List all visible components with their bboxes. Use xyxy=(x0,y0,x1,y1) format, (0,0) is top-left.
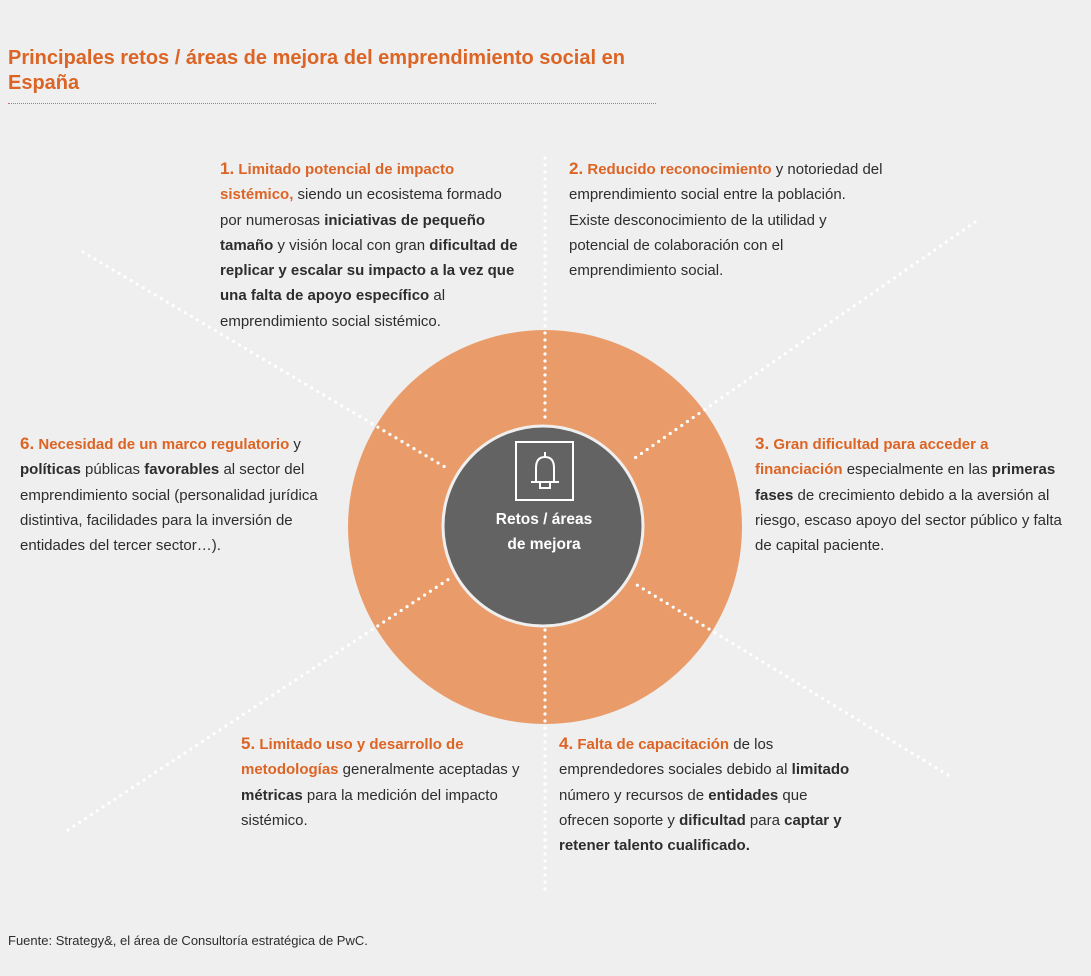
challenge-emphasis: primeras fases xyxy=(755,461,1056,504)
challenge-2 xyxy=(569,156,889,283)
challenge-number: 2. xyxy=(569,159,584,178)
page-title: Principales retos / áreas de mejora del emprendimiento social en España xyxy=(8,47,625,94)
challenge-text: generalmente aceptadas y xyxy=(338,761,520,779)
challenge-4 xyxy=(559,731,859,858)
challenge-text: que ofrecen soporte y xyxy=(559,786,808,829)
challenge-1 xyxy=(220,156,520,334)
challenge-text: de crecimiento debido a la aversión al riesgo, escaso apoyo del sector público y falta de capital paciente. xyxy=(755,486,1062,555)
challenge-text: al sector del emprendimiento social (personalidad jurídica distintiva, facilidades para la inversión de entidades del tercer sector…). xyxy=(20,461,318,555)
challenge-text: número y recursos de xyxy=(559,786,709,804)
challenge-emphasis: limitado xyxy=(791,761,850,779)
challenge-text: públicas xyxy=(80,461,145,479)
challenge-text: de los emprendedores sociales debido al xyxy=(559,736,792,779)
challenge-text: y visión local con gran xyxy=(273,236,430,254)
challenge-5 xyxy=(241,731,541,833)
challenge-text: y notoriedad del emprendimiento social entre la población. Existe desconocimiento de la utilidad y potencial de colaboración con el emprendimiento social. xyxy=(569,161,883,280)
challenge-heading: Necesidad de un marco regulatorio xyxy=(38,436,290,453)
challenge-heading: Gran dificultad para acceder a financiación xyxy=(755,436,989,479)
challenge-emphasis: favorables xyxy=(144,461,220,479)
challenge-text: al emprendimiento social sistémico. xyxy=(220,287,446,330)
challenge-3 xyxy=(755,431,1075,558)
center-label-line1: Retos / áreas xyxy=(495,511,593,528)
challenge-emphasis: dificultad xyxy=(679,811,746,829)
challenge-heading: Falta de capacitación xyxy=(577,736,730,753)
challenge-emphasis: métricas xyxy=(241,786,303,804)
challenge-6 xyxy=(20,431,350,558)
challenge-heading: Limitado potencial de impacto sistémico, xyxy=(220,161,455,204)
challenge-text: siendo un ecosistema formado por numerosas xyxy=(220,186,502,229)
challenge-number: 6. xyxy=(20,434,35,453)
challenge-emphasis: iniciativas de pequeño tamaño xyxy=(220,211,486,254)
challenge-emphasis: políticas xyxy=(20,461,81,479)
challenge-number: 3. xyxy=(755,434,770,453)
challenge-emphasis: dificultad de replicar y escalar su impacto a la vez que una falta de apoyo específico xyxy=(220,236,518,305)
source-footnote: Fuente: Strategy&, el área de Consultoría estratégica de PwC. xyxy=(8,933,368,948)
challenge-emphasis: entidades xyxy=(708,786,779,804)
challenge-heading: Reducido reconocimiento xyxy=(587,161,772,178)
challenge-number: 5. xyxy=(241,734,256,753)
challenge-text: y xyxy=(289,436,301,453)
challenge-number: 1. xyxy=(220,159,235,178)
challenge-text: para xyxy=(745,811,785,829)
center-label-line2: de mejora xyxy=(507,536,581,553)
center-label xyxy=(464,507,624,557)
challenge-text: especialmente en las xyxy=(842,461,992,479)
challenge-text: para la medición del impacto sistémico. xyxy=(241,786,498,829)
challenge-number: 4. xyxy=(559,734,574,753)
challenge-heading: Limitado uso y desarrollo de metodologías xyxy=(241,736,464,779)
challenge-emphasis: captar y retener talento cualificado. xyxy=(559,811,842,855)
